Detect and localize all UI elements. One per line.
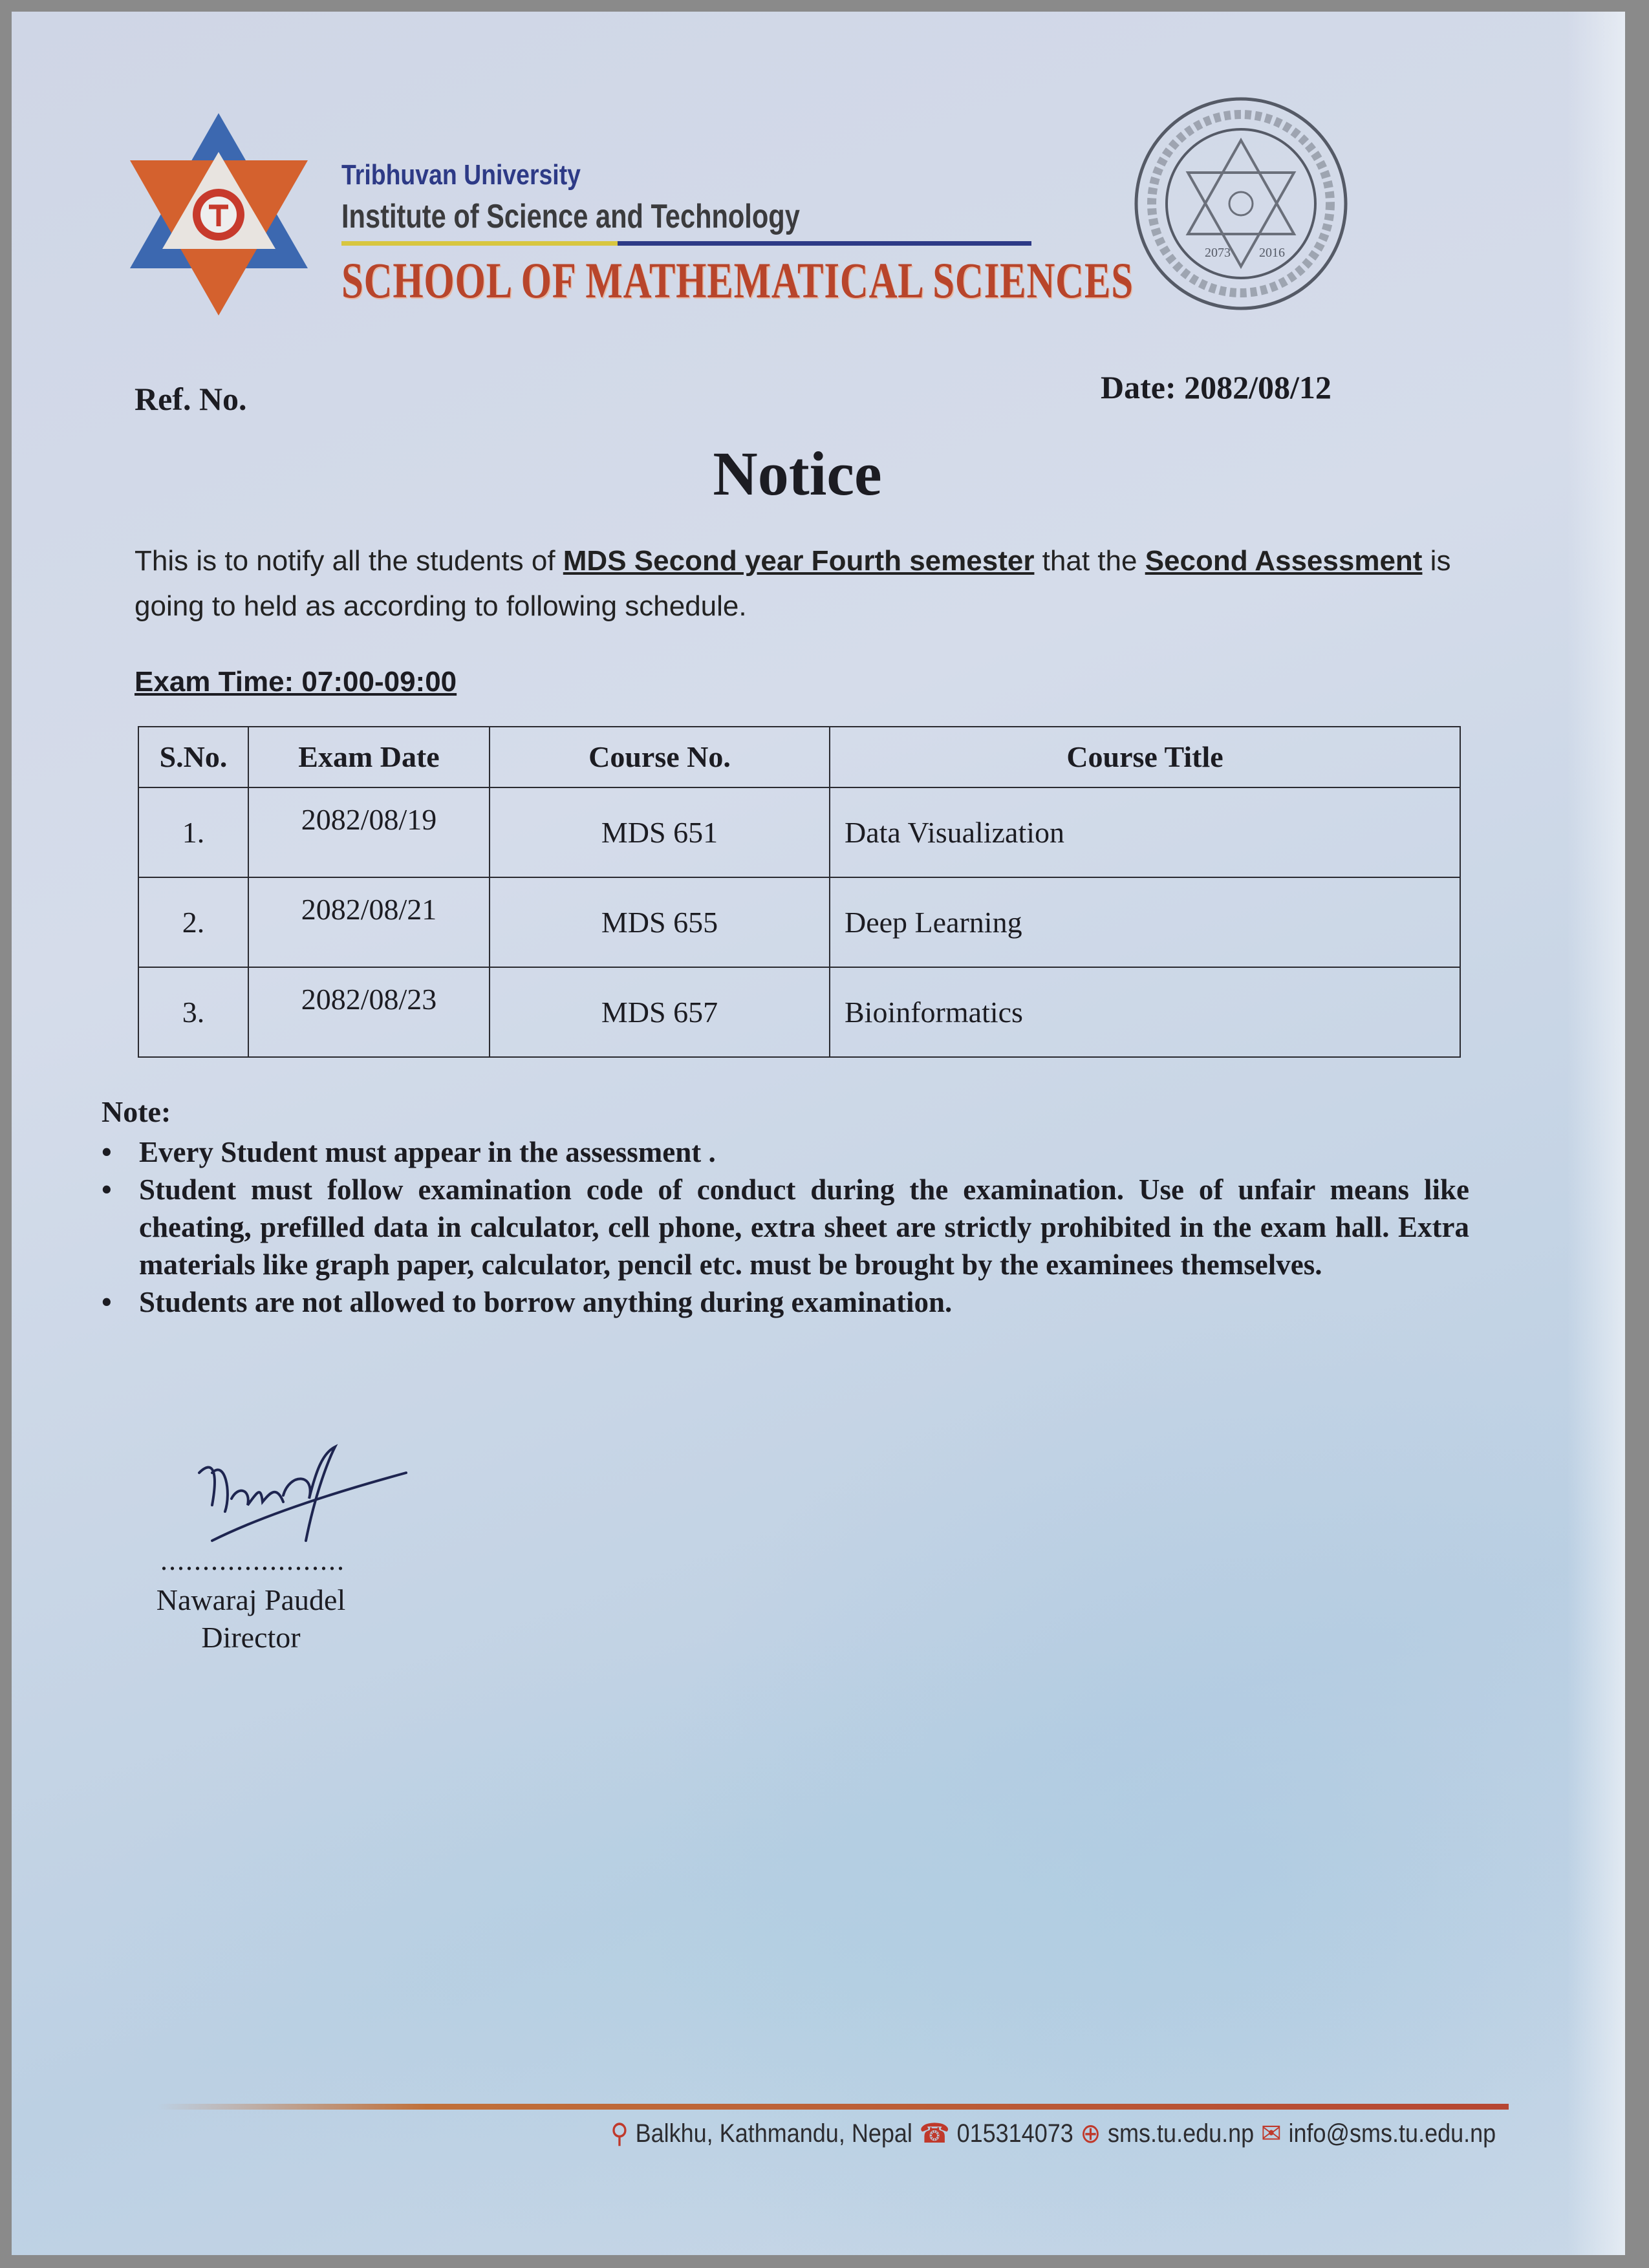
stamp-year-ad: 2016 — [1259, 246, 1285, 260]
exam-date: 2082/08/21 — [248, 877, 490, 967]
header-sno: S.No. — [138, 727, 248, 787]
location-pin-icon: ⚲ — [610, 2118, 629, 2148]
ref-number-label: Ref. No. — [135, 381, 247, 417]
header-course-title: Course Title — [830, 727, 1460, 787]
intro-text: is going to held as according to following schedule. — [135, 545, 1451, 622]
footer-phone: 015314073 — [956, 2119, 1073, 2148]
footer-email[interactable]: info@sms.tu.edu.np — [1288, 2119, 1496, 2148]
school-name: SCHOOL OF MATHEMATICAL SCIENCES — [341, 252, 1134, 308]
course-title: Data Visualization — [830, 787, 1460, 877]
table-header-row — [138, 727, 1460, 787]
intro-text: This is to notify all the students of — [135, 545, 563, 577]
header-course-no: Course No. — [490, 727, 830, 787]
footer-address: Balkhu, Kathmandu, Nepal — [635, 2119, 912, 2148]
phone-icon: ☎ — [919, 2118, 950, 2148]
university-name: Tribhuvan University — [341, 159, 581, 191]
intro-text: that the — [1034, 545, 1145, 577]
scan-edge-highlight — [1567, 12, 1625, 2255]
intro-paragraph — [135, 539, 1460, 629]
header-exam-date: Exam Date — [248, 727, 490, 787]
sno: 3. — [138, 967, 248, 1057]
course-no: MDS 651 — [490, 787, 830, 877]
signatory-name: Nawaraj Paudel — [156, 1583, 346, 1616]
assessment-name: Second Assessment — [1145, 545, 1423, 577]
exam-date: 2082/08/19 — [248, 787, 490, 877]
signature-line: ...................... — [160, 1545, 345, 1576]
sno: 1. — [138, 787, 248, 877]
table-row — [138, 877, 1460, 967]
footer-website[interactable]: sms.tu.edu.np — [1107, 2119, 1254, 2148]
course-title: Bioinformatics — [830, 967, 1460, 1057]
course-no: MDS 655 — [490, 877, 830, 967]
institute-name: Institute of Science and Technology — [341, 198, 800, 235]
notice-date: Date: 2082/08/12 — [1101, 369, 1331, 405]
envelope-icon: ✉ — [1260, 2118, 1282, 2148]
signatory-role: Director — [201, 1621, 301, 1654]
exam-date: 2082/08/23 — [248, 967, 490, 1057]
course-no: MDS 657 — [490, 967, 830, 1057]
tu-logo — [130, 113, 308, 316]
globe-icon: ⊕ — [1080, 2118, 1101, 2148]
footer-contact — [610, 2118, 1496, 2149]
footer-divider — [156, 2104, 1509, 2110]
notes-list — [102, 1133, 1469, 1321]
official-stamp — [1132, 95, 1350, 312]
header-divider — [341, 241, 1031, 246]
course-title: Deep Learning — [830, 877, 1460, 967]
table-row — [138, 967, 1460, 1057]
note-item: • Students are not allowed to borrow anything during examination. — [102, 1283, 1469, 1321]
note-label: Note: — [102, 1095, 171, 1128]
exam-time: Exam Time: 07:00-09:00 — [135, 666, 457, 698]
program-name: MDS Second year Fourth semester — [563, 545, 1035, 577]
notice-page — [12, 12, 1625, 2255]
director-signature — [186, 1434, 419, 1550]
table-row — [138, 787, 1460, 877]
note-item: • Every Student must appear in the assessment . — [102, 1133, 1469, 1171]
exam-schedule-table — [138, 726, 1461, 1058]
sno: 2. — [138, 877, 248, 967]
note-item: • Student must follow examination code of conduct during the examination. Use of unfair means like cheating, prefilled data in calculator, cell phone, extra sheet are strictly prohibited in the exam hall. Extra materials like graph paper, calculator, pencil etc. must be brought by the examinees themselves. — [102, 1171, 1469, 1283]
signatory — [109, 1581, 393, 1656]
stamp-year-bs: 2073 — [1205, 246, 1231, 260]
page-title: Notice — [713, 439, 882, 508]
